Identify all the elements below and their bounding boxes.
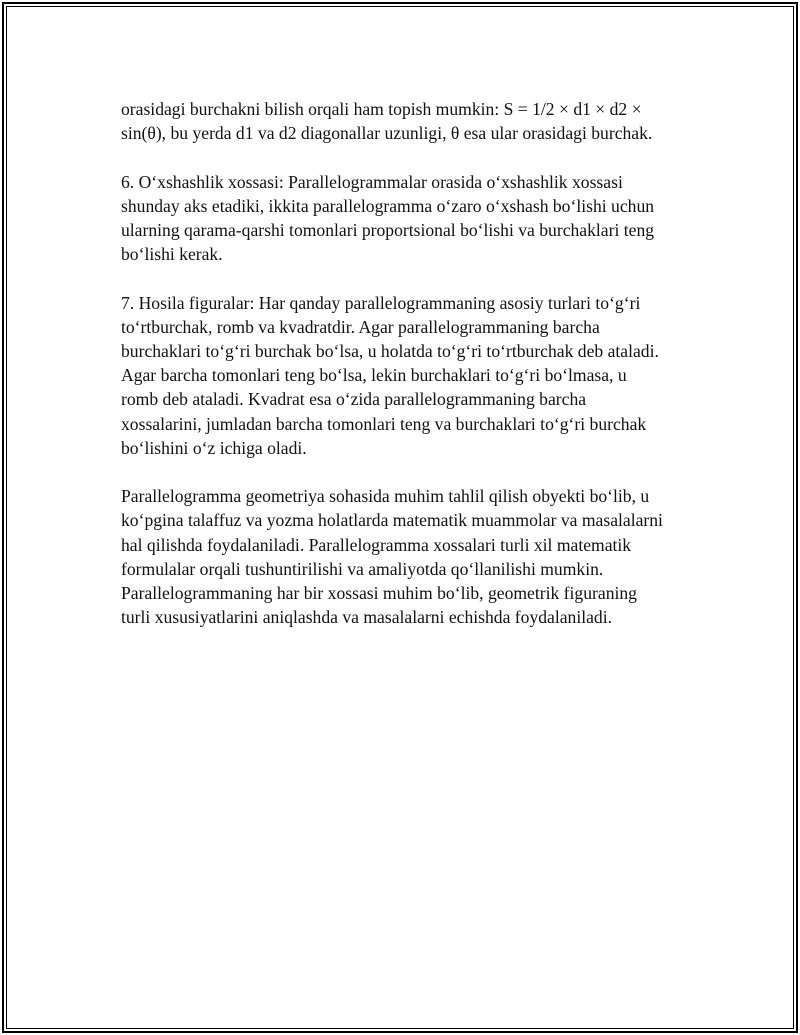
page-border bbox=[2, 2, 798, 1033]
paragraph-area-formula: orasidagi burchakni bilish orqali ham topish mumkin: S = 1/2 × d1 × d2 × sin(θ), bu yerda d1 va d2 diagonallar uzunligi, θ esa ular orasidagi burchak. bbox=[121, 99, 653, 144]
paragraph-conclusion: Parallelogramma geometriya sohasida muhim tahlil qilish obyekti boʻlib, u koʻpgina talaffuz va yozma holatlarda matematik muammolar va masalalarni hal qilishda foydalaniladi. Parallelogramma xossalari turli xil matematik formulalar orqali tushuntirilishi va amaliyotda qoʻllanilishi mumkin. Parallelogrammaning har bir xossasi muhim boʻlib, geometrik figuraning turli xususiyatlarini aniqlashda va masalalarni echishda foydalaniladi. bbox=[121, 486, 663, 628]
paragraph-similarity-property: 6. Oʻxshashlik xossasi: Parallelogrammalar orasida oʻxshashlik xossasi shunday aks etadiki, ikkita parallelogramma oʻzaro oʻxshash boʻlishi uchun ularning qarama-qarshi tomonlari proportsional boʻlishi va burchaklari teng boʻlishi kerak. bbox=[121, 171, 655, 265]
document-body bbox=[121, 97, 701, 654]
paragraph-derived-figures: 7. Hosila figuralar: Har qanday parallelogrammaning asosiy turlari toʻgʻri toʻrtburchak, romb va kvadratdir. Agar parallelogrammaning barcha burchaklari toʻgʻri burchak boʻlsa, u holatda toʻgʻri toʻrtburchak deb ataladi. Agar barcha tomonlari teng boʻlsa, lekin burchaklari toʻgʻri boʻlmasa, u romb deb ataladi. Kvadrat esa oʻzida parallelogrammaning barcha xossalarini, jumladan barcha tomonlari teng va burchaklari toʻgʻri burchak boʻlishini oʻz ichiga oladi. bbox=[121, 292, 659, 458]
